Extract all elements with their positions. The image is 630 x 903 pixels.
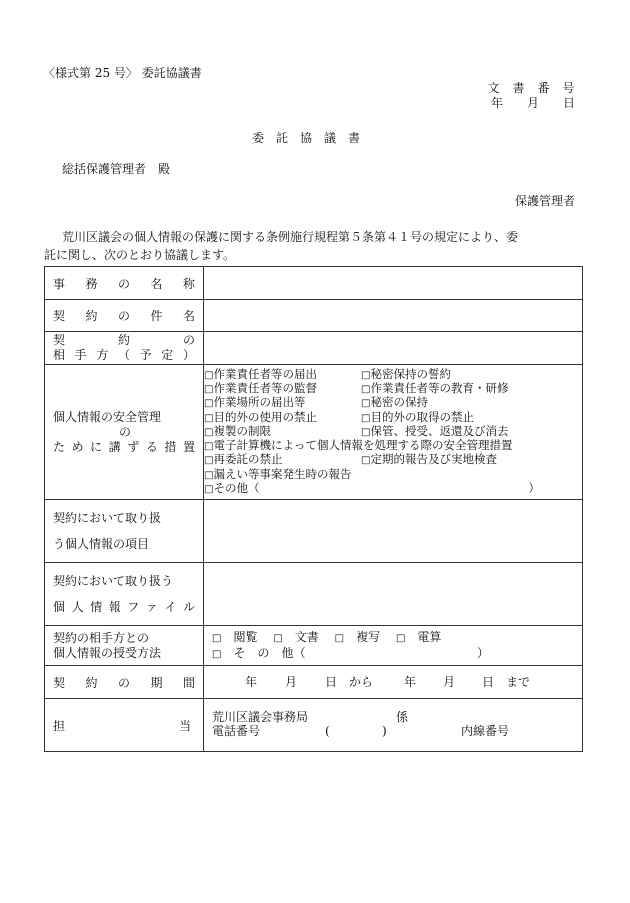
safety-measures-checklist: □作業責任者等の届出 □秘密保持の誓約 □作業責任者等の監督 □作業責任者等の教育・研修 □作業場所の届出等 □秘密の保持 □目的外の使用の禁止 □目的外の取得の禁止 □複製の制限 □保管、授受、返還及び消去 □電子計算機によって個人情報を処理する際の安全管理措置 □再委託の禁止 □定期的報告及び実地検査 □漏えい等事案発生時の報告 □その他（ ）	[204, 365, 583, 500]
table-row	[45, 666, 583, 699]
checkbox-item[interactable]: □秘密の保持	[361, 395, 428, 410]
checkbox-other[interactable]: □ そ の 他（	[212, 645, 306, 660]
checkbox-icon[interactable]: □	[204, 398, 214, 410]
intro-text-line2: 託に関し、次のとおり協議します。	[44, 248, 236, 262]
checkbox-electronic[interactable]: □ 電算	[395, 629, 442, 644]
table-row	[45, 699, 583, 752]
table-row	[45, 563, 583, 626]
checkbox-item[interactable]: □複製の制限	[204, 423, 271, 438]
checkbox-item[interactable]: □目的外の使用の禁止	[204, 409, 317, 424]
checkbox-icon[interactable]: □	[204, 455, 214, 467]
contract-period-field[interactable]: 年 月 日 から 年 月 日 まで	[204, 666, 583, 699]
business-name-label: 事 務 の 名 称	[45, 267, 204, 300]
transfer-method-options: □ 閲覧 □ 文書 □ 複写 □ 電算 □ そ の 他（ ）	[204, 626, 583, 666]
table-row	[45, 365, 583, 500]
checkbox-copy[interactable]: □ 複写	[334, 629, 381, 644]
checkbox-item[interactable]: □漏えい等事案発生時の報告	[204, 466, 352, 481]
checkbox-item[interactable]: □作業場所の届出等	[204, 395, 306, 410]
personal-info-items-label: 契約において取り扱 う個人情報の項目	[45, 500, 204, 563]
contact-field[interactable]: 荒川区議会事務局 係 電話番号 ( ) 内線番号	[204, 699, 583, 752]
checkbox-item[interactable]: □作業責任者等の教育・研修	[361, 381, 509, 396]
checkbox-icon[interactable]: □	[273, 632, 283, 644]
checkbox-item[interactable]: □定期的報告及び実地検査	[361, 452, 497, 467]
checkbox-item[interactable]: □電子計算機によって個人情報を処理する際の安全管理措置	[204, 438, 513, 453]
checkbox-icon[interactable]: □	[361, 384, 371, 396]
checkbox-icon[interactable]: □	[212, 632, 222, 644]
form-number: 〈様式第 25 号〉 委託協議書	[43, 66, 202, 80]
checkbox-icon[interactable]: □	[361, 370, 371, 382]
checkbox-icon[interactable]: □	[361, 426, 371, 438]
checkbox-item[interactable]: □目的外の取得の禁止	[361, 409, 474, 424]
document-title: 委 託 協 議 書	[252, 131, 361, 145]
safety-measures-label: 個人情報の安全管理 の た め に 講 ず る 措 置	[45, 365, 204, 500]
checkbox-icon[interactable]: □	[395, 632, 406, 644]
checkbox-icon[interactable]: □	[212, 648, 222, 660]
checkbox-view[interactable]: □ 閲覧	[212, 629, 258, 644]
date-label: 年 月 日	[490, 96, 575, 110]
table-row	[45, 332, 583, 365]
table-row	[45, 626, 583, 666]
intro-text-line1: 荒川区議会の個人情報の保護に関する条例施行規程第５条第４１号の規定により、委	[62, 230, 519, 244]
contract-subject-field[interactable]	[204, 300, 583, 332]
checkbox-item-other[interactable]: □その他（	[204, 480, 260, 495]
contact-label: 担 当	[45, 699, 204, 752]
addressee: 総括保護管理者 殿	[62, 162, 171, 176]
checkbox-icon[interactable]: □	[204, 469, 214, 481]
contract-period-label: 契 約 の 期 間	[45, 666, 204, 699]
document-number-label: 文 書 番 号	[487, 81, 575, 95]
checkbox-document[interactable]: □ 文書	[273, 629, 319, 644]
table-row	[45, 267, 583, 300]
checkbox-icon[interactable]: □	[204, 384, 214, 396]
sender: 保護管理者	[514, 194, 575, 208]
checkbox-icon[interactable]: □	[361, 398, 371, 410]
counterparty-label: 契 約 の 相 手 方 （ 予 定 ）	[45, 332, 204, 365]
checkbox-icon[interactable]: □	[204, 483, 214, 495]
transfer-method-label: 契約の相手方との 個人情報の授受方法	[45, 626, 204, 666]
consultation-table	[44, 266, 583, 752]
checkbox-item[interactable]: □作業責任者等の届出	[204, 367, 317, 382]
checkbox-icon[interactable]: □	[204, 412, 214, 424]
table-row	[45, 300, 583, 332]
table-row	[45, 500, 583, 563]
checkbox-item[interactable]: □再委託の禁止	[204, 452, 283, 467]
checkbox-icon[interactable]: □	[204, 441, 214, 453]
personal-info-files-label: 契約において取り扱う 個 人 情 報 フ ァ イ ル	[45, 563, 204, 626]
checkbox-item[interactable]: □秘密保持の誓約	[361, 367, 451, 382]
checkbox-icon[interactable]: □	[361, 455, 371, 467]
checkbox-item[interactable]: □保管、授受、返還及び消去	[361, 423, 509, 438]
checkbox-icon[interactable]: □	[204, 426, 214, 438]
business-name-field[interactable]	[204, 267, 583, 300]
personal-info-items-field[interactable]	[204, 500, 583, 563]
contract-subject-label: 契 約 の 件 名	[45, 300, 204, 332]
counterparty-field[interactable]	[204, 332, 583, 365]
personal-info-files-field[interactable]	[204, 563, 583, 626]
checkbox-item[interactable]: □作業責任者等の監督	[204, 381, 317, 396]
checkbox-icon[interactable]: □	[204, 370, 214, 382]
checkbox-icon[interactable]: □	[361, 412, 371, 424]
checkbox-icon[interactable]: □	[334, 632, 345, 644]
